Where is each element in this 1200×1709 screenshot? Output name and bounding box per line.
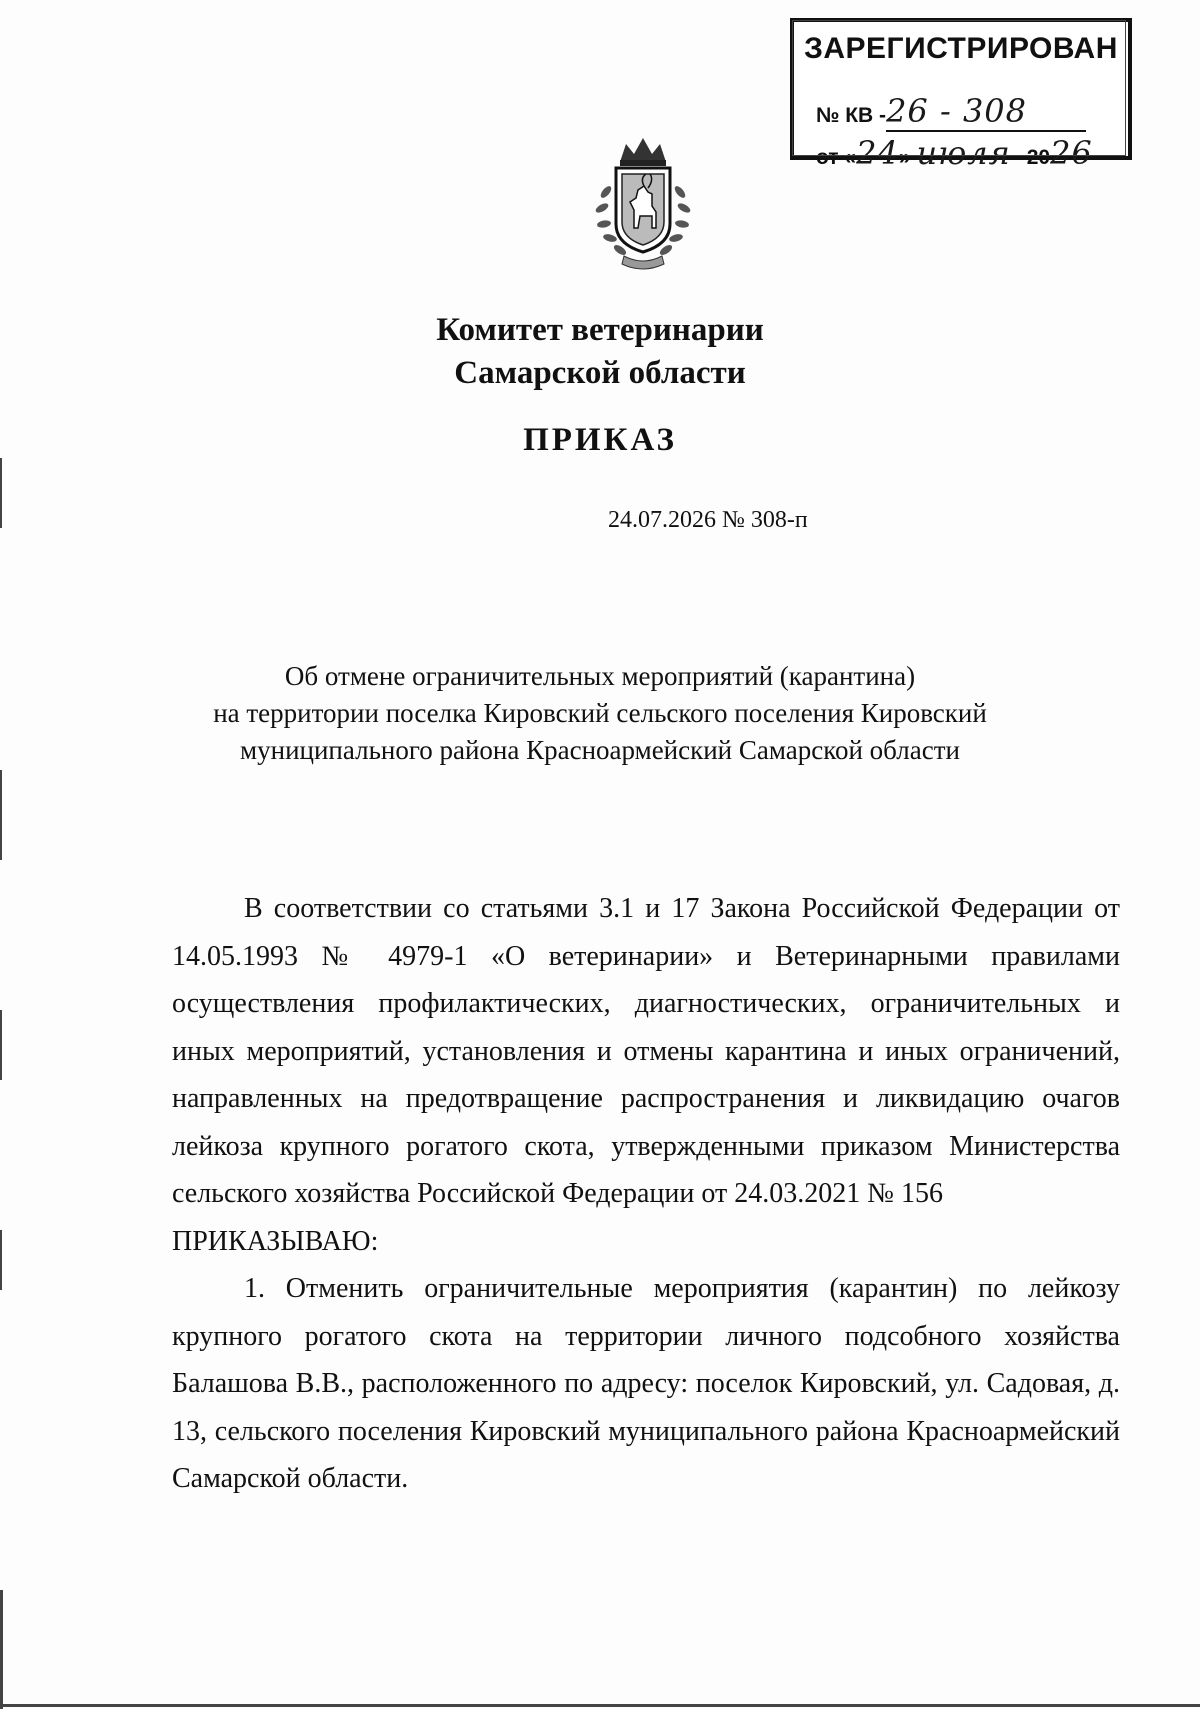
subject-line2: на территории поселка Кировский сельского поселения Кировский <box>213 698 987 728</box>
registration-stamp <box>790 18 1132 172</box>
stamp-number-row <box>816 92 1086 132</box>
stamp-date-mid: » <box>898 146 911 169</box>
subject-line3: муниципального района Красноармейский Самарской области <box>240 735 960 765</box>
stamp-number-prefix: № КВ - <box>816 104 887 127</box>
stamp-date-row <box>816 134 1093 172</box>
stamp-number-handwritten: 26 - 308 <box>886 92 1086 132</box>
scan-edge-mark <box>0 770 2 860</box>
stamp-month-handwritten: июля <box>916 134 1011 172</box>
scan-edge-mark <box>0 1590 3 1709</box>
order-body <box>172 885 1120 1503</box>
order-date-number: 24.07.2026 № 308-п <box>608 507 808 533</box>
order-item-1: 1. Отменить ограничительные мероприятия (карантин) по лейкозу крупного рогатого скота на территории личного подсобного хозяйства Балашова В.В., расположенного по адресу: поселок Кировский, ул. Садовая, д. 13, сельского поселения Кировский муниципального района Красноармейский Самарской области. <box>172 1273 1120 1494</box>
subject-line1: Об отмене ограничительных мероприятий (карантина) <box>284 661 916 691</box>
org-name-line1: Комитет ветеринарии <box>436 312 764 348</box>
stamp-date-prefix: от « <box>816 146 857 169</box>
scan-bottom-edge <box>0 1704 1200 1707</box>
stamp-title: ЗАРЕГИСТРИРОВАН <box>804 32 1118 65</box>
document-type-title: ПРИКАЗ <box>523 422 677 458</box>
stamp-day-handwritten: 24 <box>856 134 899 172</box>
preamble-paragraph: В соответствии со статьями 3.1 и 17 Закона Российской Федерации от 14.05.1993 № 4979-1 «О ветеринарии» и Ветеринарными правилами осуществления профилактических, диагностических, ограничительных и иных мероприятий, установления и отмены карантина и иных ограничений, направленных на предотвращение распространения и ликвидацию очагов лейкоза крупного рогатого скота, утвержденными приказом Министерства сельского хозяйства Российской Федерации от 24.03.2021 № 156 <box>172 893 1120 1209</box>
scan-edge-mark <box>0 1230 2 1290</box>
org-name-line2: Самарской области <box>454 355 746 391</box>
stamp-year-prefix: 20 <box>1026 146 1051 169</box>
stamp-year-handwritten: 26 <box>1050 134 1093 172</box>
scan-edge-mark <box>0 1010 2 1080</box>
samara-coat-of-arms-icon <box>568 132 718 282</box>
order-subject <box>0 658 1200 769</box>
scan-edge-mark <box>0 458 2 528</box>
order-word: ПРИКАЗЫВАЮ: <box>172 1225 379 1257</box>
